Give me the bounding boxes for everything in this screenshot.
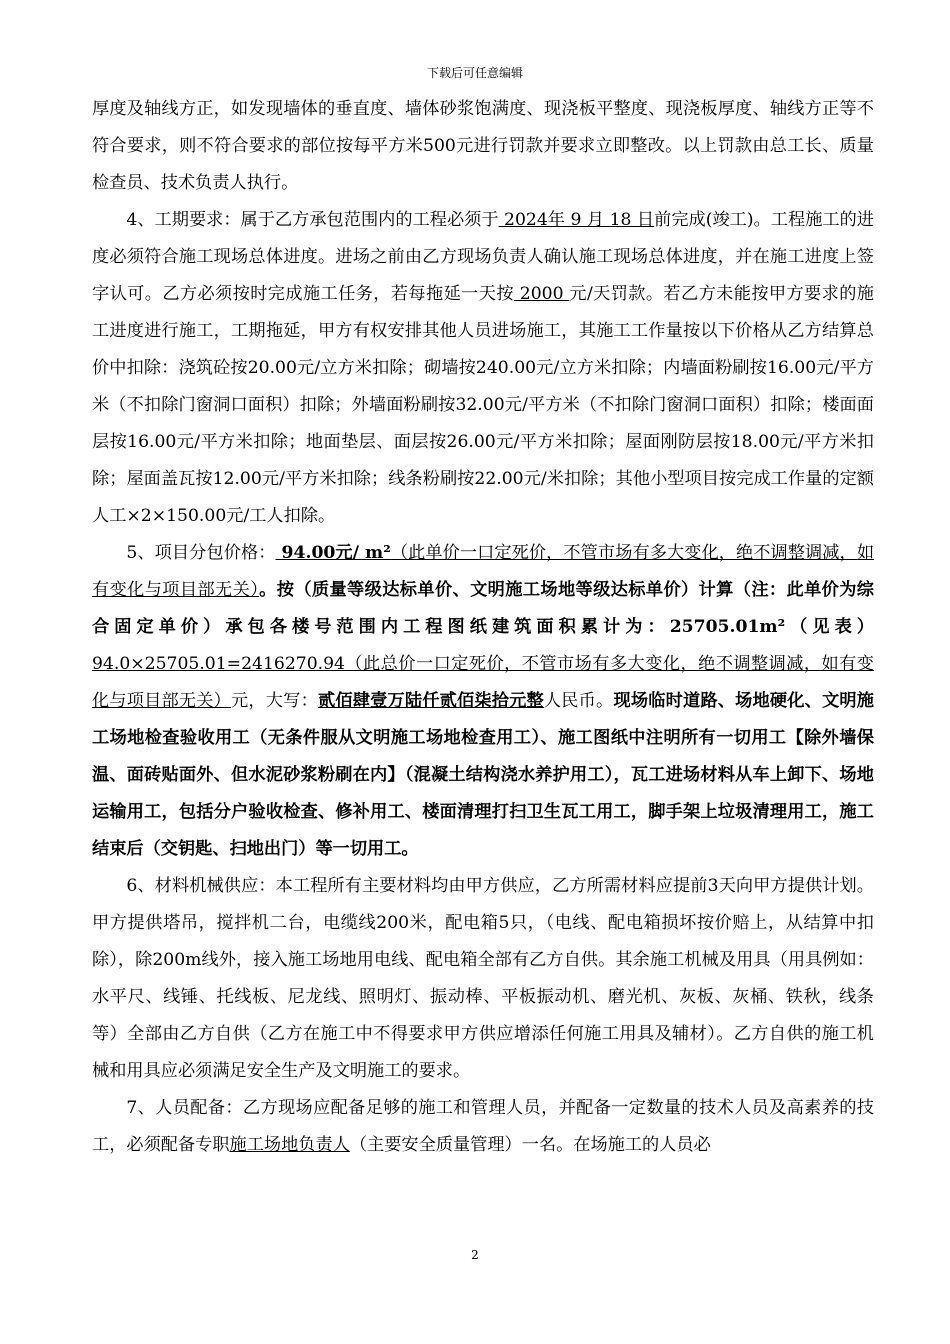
paragraph-schedule: 4、工期要求：属于乙方承包范围内的工程必须于 2024年 9 月 18 日前完成(竣工)。工程施工的进度必须符合施工现场总体进度。进场之前由乙方现场负责人确认施工现场总体进度，并在施工进度上签字认可。乙方必须按时完成施工任务，若每拖延一天按 2000 元/天罚款。若乙方未能按甲方要求的施工进度进行施工，工期拖延，甲方有权安排其他人员进场施工，其施工工作量按以下价格从乙方结算总价中扣除：浇筑砼按20.00元/立方米扣除；砌墙按240.00元/立方米扣除；内墙面粉刷按16.00元/平方米（不扣除门窗洞口面积）扣除；外墙面粉刷按32.00元/平方米（不扣除门窗洞口面积）扣除；楼面面层按16.00元/平方米扣除；地面垫层、面层按26.00元/平方米扣除；屋面刚防层按18.00元/平方米扣除；屋面盖瓦按12.00元/平方米扣除；线条粉刷按22.00元/米扣除；其他小型项目按完成工作量的定额人工×2×150.00元/工人扣除。	[92, 210, 874, 526]
paragraph-materials: 6、材料机械供应：本工程所有主要材料均由甲方供应，乙方所需材料应提前3天向甲方提供计划。甲方提供塔吊，搅拌机二台，电缆线200米，配电箱5只，（电线、配电箱损坏按价赔上，从结算中扣除），除200m线外，接入施工场地用电线、配电箱全部有乙方自供。其余施工机械及用具（用具例如：水平尺、线锤、托线板、尼龙线、照明灯、振动棒、平板振动机、磨光机、灰板、灰桶、铁秋，线条等）全部由乙方自供（乙方在施工中不得要求甲方供应增添任何施工用具及辅材）。乙方自供的施工机械和用具应必须满足安全生产及文明施工的要求。	[92, 876, 874, 1081]
page-number: 2	[471, 1248, 479, 1262]
paragraph-continued: 厚度及轴线方正，如发现墙体的垂直度、墙体砂浆饱满度、现浇板平整度、现浇板厚度、轴线方正等不符合要求，则不符合要求的部位按每平方米500元进行罚款并要求立即整改。以上罚款由总工长、质量检查员、技术负责人执行。	[92, 99, 874, 193]
daily-penalty: 2000	[513, 284, 570, 304]
document-body	[92, 91, 874, 1164]
labor-scope: 现场临时道路、场地硬化、文明施工场地检查验收用工（无条件服从文明施工场地检查用工）、施工图纸中注明所有一切用工【除外墙保温、面砖贴面外、但水泥砂浆粉刷在内】（混凝土结构浇水养护用工），瓦工进场材料从车上卸下、场地运输用工，包括分户验收检查、修补用工、楼面清理打扫卫生瓦工用工，脚手架上垃圾清理用工，施工结束后（交钥匙、扫地出门）等一切用工。	[92, 691, 874, 859]
page-header: 下载后可任意编辑	[426, 66, 523, 80]
unit-price: 94.00元/ m²	[275, 543, 391, 563]
amount-in-words: 贰佰肆壹万陆仟贰佰柒拾元整	[317, 691, 544, 711]
completion-date: 2024年 9 月 18 日	[498, 210, 655, 230]
paragraph-staffing: 7、人员配备：乙方现场应配备足够的施工和管理人员，并配备一定数量的技术人员及高素养的技工，必须配备专职施工场地负责人（主要安全质量管理）一名。在场施工的人员必	[92, 1098, 874, 1155]
total-formula: 94.0×25705.01=2416270.94（此总价一口定死价，不管市场有多大变化，绝不调整调减，如有变化与项目部无关）	[92, 654, 874, 711]
site-manager-role: 施工场地负责人	[229, 1135, 350, 1155]
unit-price-note: （此单价一口定死价，不管市场有多大变化，绝不调整调减，如有变化与项目部无关）	[92, 543, 875, 600]
paragraph-price: 5、项目分包价格： 94.00元/ m²（此单价一口定死价，不管市场有多大变化，绝不调整调减，如有变化与项目部无关）。按（质量等级达标单价、文明施工场地等级达标单价）计算（注：此单价为综合固定单价）承包各楼号范围内工程图纸建筑面积累计为：25705.01m²（见表） 94.0×25705.01=2416270.94（此总价一口定死价，不管市场有多大变化，绝不调整调减，如有变化与项目部无关）元，大写：贰佰肆壹万陆仟贰佰柒拾元整人民币。现场临时道路、场地硬化、文明施工场地检查验收用工（无条件服从文明施工场地检查用工）、施工图纸中注明所有一切用工【除外墙保温、面砖贴面外、但水泥砂浆粉刷在内】（混凝土结构浇水养护用工），瓦工进场材料从车上卸下、场地运输用工，包括分户验收检查、修补用工、楼面清理打扫卫生瓦工用工，脚手架上垃圾清理用工，施工结束后（交钥匙、扫地出门）等一切用工。	[92, 543, 875, 859]
